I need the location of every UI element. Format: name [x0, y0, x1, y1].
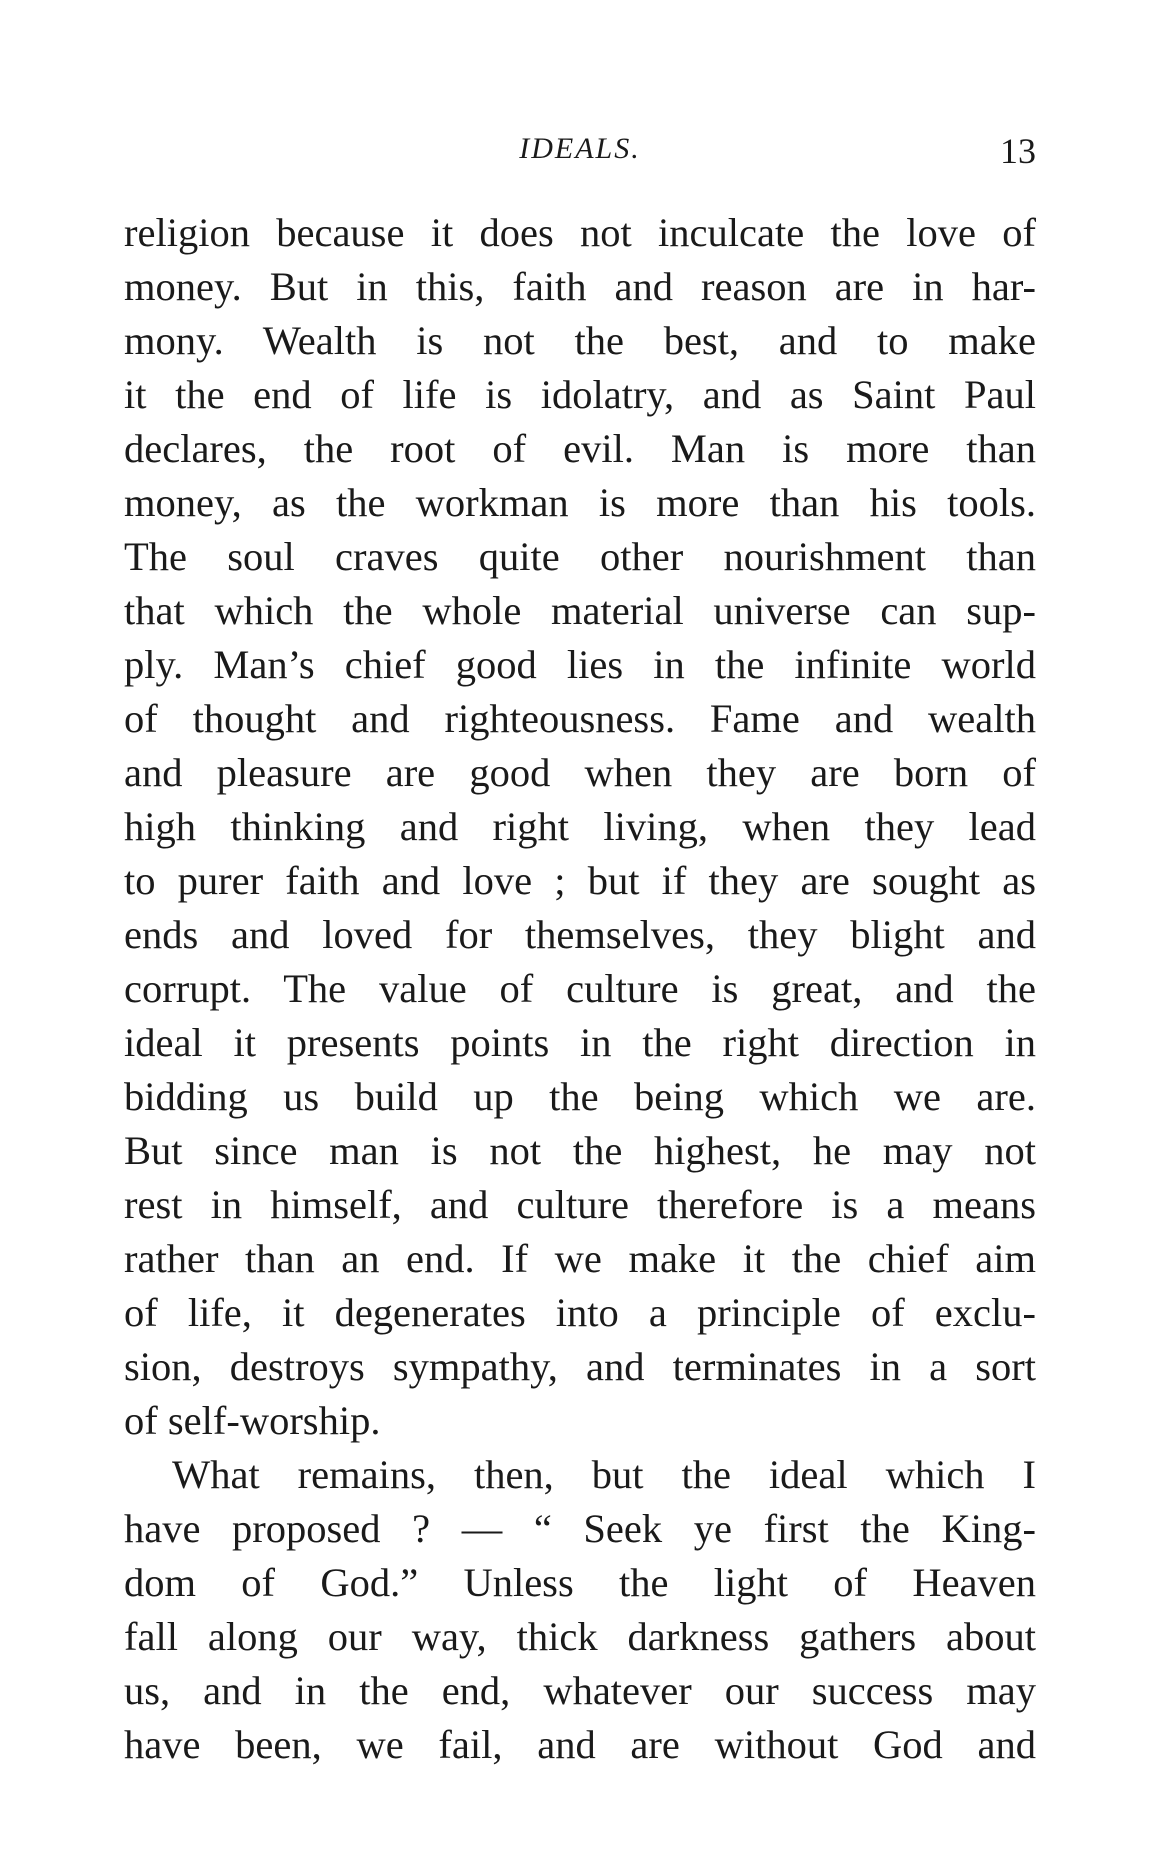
text-line: to purer faith and love ; but if they are sought as: [124, 858, 1036, 903]
text-line: ends and loved for themselves, they blight and: [124, 912, 1036, 957]
text-line: bidding us build up the being which we are.: [124, 1074, 1036, 1119]
text-line: corrupt. The value of culture is great, and the: [124, 966, 1036, 1011]
body-text: [124, 206, 1036, 1772]
text-line: The soul craves quite other nourishment than: [124, 534, 1036, 579]
text-line: fall along our way, thick darkness gathers about: [124, 1614, 1036, 1659]
text-line: declares, the root of evil. Man is more than: [124, 426, 1036, 471]
text-line: religion because it does not inculcate the love of: [124, 210, 1036, 255]
text-line: of life, it degenerates into a principle of exclu-: [124, 1290, 1036, 1335]
text-line: have been, we fail, and are without God and: [124, 1722, 1036, 1767]
text-line: rather than an end. If we make it the chief aim: [124, 1236, 1036, 1281]
text-line: ply. Man’s chief good lies in the infinite world: [124, 642, 1036, 687]
text-line: have proposed ? — “ Seek ye first the King-: [124, 1506, 1036, 1551]
text-line: But since man is not the highest, he may not: [124, 1128, 1036, 1173]
paragraph-end-line: of self-worship.: [124, 1398, 381, 1443]
text-line: that which the whole material universe can sup-: [124, 588, 1036, 633]
text-line: sion, destroys sympathy, and terminates in a sort: [124, 1344, 1036, 1389]
text-line: ideal it presents points in the right direction in: [124, 1020, 1036, 1065]
text-line: of thought and righteousness. Fame and wealth: [124, 696, 1036, 741]
text-line: high thinking and right living, when they lead: [124, 804, 1036, 849]
text-line: rest in himself, and culture therefore is a means: [124, 1182, 1036, 1227]
text-line: it the end of life is idolatry, and as Saint Paul: [124, 372, 1036, 417]
running-head: [124, 124, 1036, 174]
text-line: money. But in this, faith and reason are in har-: [124, 264, 1036, 309]
running-title: IDEALS.: [519, 132, 641, 165]
text-line: mony. Wealth is not the best, and to make: [124, 318, 1036, 363]
text-line: money, as the workman is more than his tools.: [124, 480, 1036, 525]
paragraph-start-line: What remains, then, but the ideal which I: [172, 1452, 1036, 1497]
text-line: dom of God.” Unless the light of Heaven: [124, 1560, 1036, 1605]
text-line: and pleasure are good when they are born of: [124, 750, 1036, 795]
text-line: us, and in the end, whatever our success may: [124, 1668, 1036, 1713]
page-number: 13: [1000, 131, 1036, 171]
